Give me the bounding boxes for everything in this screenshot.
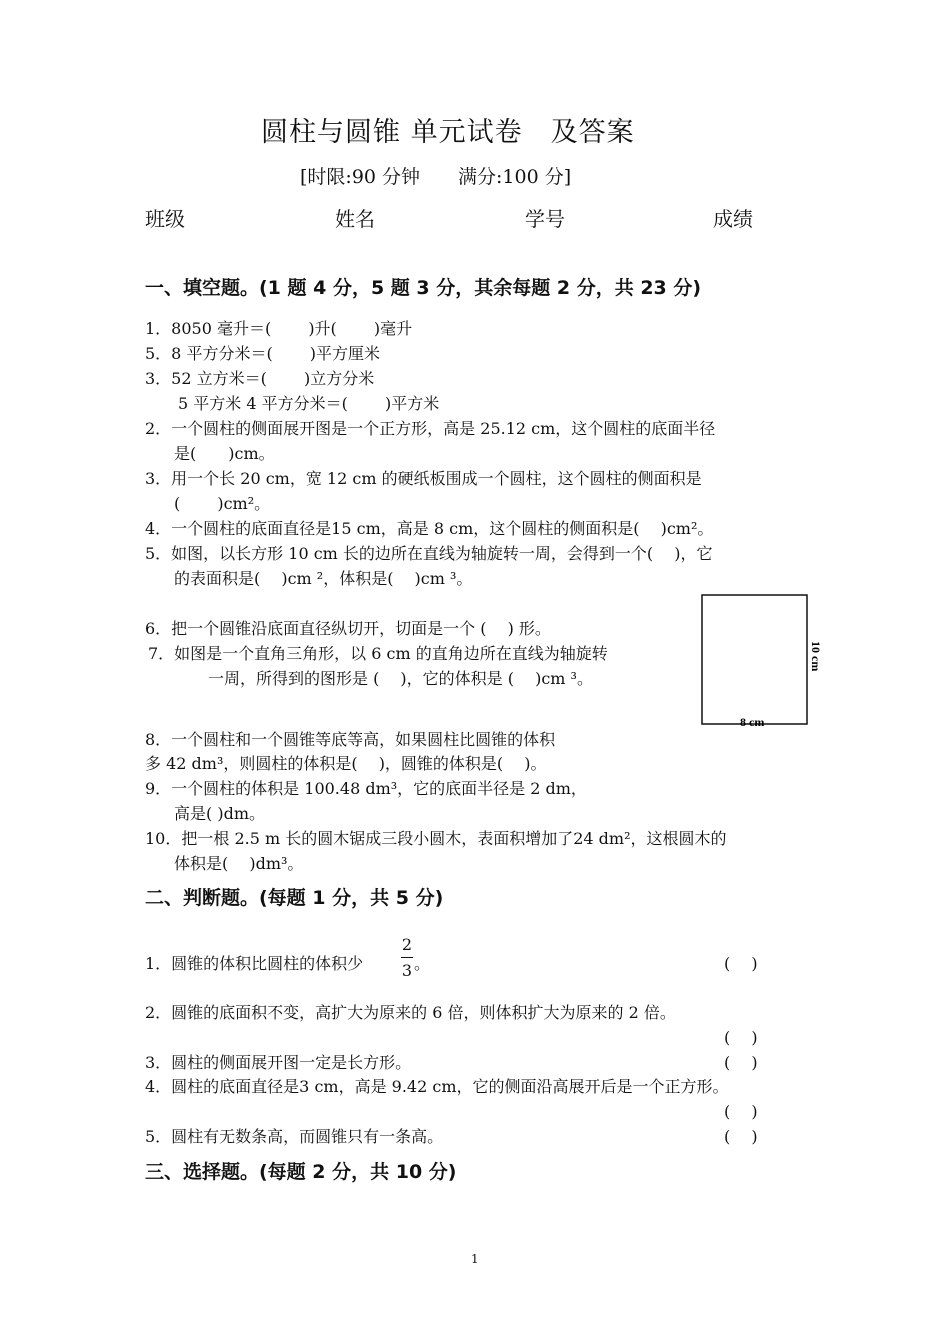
question-line: 多 42 dm³，则圆柱的体积是( )，圆锥的体积是( )。: [145, 754, 547, 773]
fraction-numerator: 2: [401, 935, 413, 954]
question-line: 10．把一根 2.5 m 长的圆木锯成三段小圆木，表面积增加了24 dm²，这根圆木的: [145, 829, 727, 848]
answer-paren: ( ): [724, 1127, 758, 1146]
fraction-denominator: 3: [401, 961, 413, 980]
question-line: 3．52 立方米＝( )立方分米: [145, 369, 375, 388]
judge-item-tail: 。: [414, 954, 431, 973]
question-line: 2．一个圆柱的侧面展开图是一个正方形，高是 25.12 cm，这个圆柱的底面半径: [145, 419, 716, 438]
question-line: 5 平方米 4 平方分米＝( )平方米: [178, 394, 440, 413]
rectangle-figure-svg: [700, 593, 823, 729]
rectangle-figure: [700, 593, 823, 732]
question-line: 8．一个圆柱和一个圆锥等底等高，如果圆柱比圆锥的体积: [145, 730, 556, 749]
question-line: ( )cm²。: [174, 494, 271, 513]
question-line: 体积是( )dm³。: [174, 854, 304, 873]
question-line: 高是( )dm。: [174, 804, 265, 823]
judge-item-4: 4．圆柱的底面直径是3 cm，高是 9.42 cm，它的侧面沿高展开后是一个正方形。: [145, 1077, 729, 1096]
question-line: 一周，所得到的图形是 ( )，它的体积是 ( )cm ³。: [208, 669, 593, 688]
answer-paren: ( ): [724, 1053, 758, 1072]
question-line: 的表面积是( )cm ²，体积是( )cm ³。: [174, 569, 473, 588]
field-student-id: 学号: [525, 207, 565, 231]
fraction-bar: [401, 957, 413, 958]
question-line: 是( )cm。: [174, 444, 275, 463]
question-line: 1．8050 毫升＝( )升( )毫升: [145, 319, 413, 338]
question-line: 5．8 平方分米＝( )平方厘米: [145, 344, 381, 363]
question-line: 3．用一个长 20 cm，宽 12 cm 的硬纸板围成一个圆柱，这个圆柱的侧面积是: [145, 469, 702, 488]
page-number: 1: [471, 1252, 479, 1266]
answer-paren: ( ): [724, 1102, 758, 1121]
section-heading-multiple-choice: 三、选择题。(每题 2 分，共 10 分): [145, 1161, 457, 1183]
field-name: 姓名: [335, 207, 375, 231]
field-class: 班级: [145, 207, 185, 231]
answer-paren: ( ): [724, 954, 758, 973]
time-limit: [时限:90 分钟 满分:100 分]: [300, 166, 572, 188]
question-line: 7．如图是一个直角三角形，以 6 cm 的直角边所在直线为轴旋转: [148, 644, 608, 663]
section-heading-fill-in: 一、填空题。(1 题 4 分，5 题 3 分，其余每题 2 分，共 23 分): [145, 277, 702, 299]
width-label: 8 cm: [740, 715, 765, 729]
judge-item-3: 3．圆柱的侧面展开图一定是长方形。: [145, 1053, 412, 1072]
field-score: 成绩: [713, 207, 753, 231]
section-heading-true-false: 二、判断题。(每题 1 分，共 5 分): [145, 887, 444, 909]
page-title: 圆柱与圆锥 单元试卷 及答案: [261, 117, 635, 148]
judge-item-text: 1．圆锥的体积比圆柱的体积少: [145, 954, 364, 973]
judge-item-2: 2．圆锥的底面积不变，高扩大为原来的 6 倍，则体积扩大为原来的 2 倍。: [145, 1003, 676, 1022]
question-line: 4．一个圆柱的底面直径是15 cm，高是 8 cm，这个圆柱的侧面积是( )cm²。: [145, 519, 714, 538]
height-label: 10 cm: [809, 641, 823, 672]
answer-paren: ( ): [724, 1028, 758, 1047]
judge-item-5: 5．圆柱有无数条高，而圆锥只有一条高。: [145, 1127, 444, 1146]
question-line: 9．一个圆柱的体积是 100.48 dm³，它的底面半径是 2 dm，: [145, 779, 587, 798]
question-line: 5．如图，以长方形 10 cm 长的边所在直线为轴旋转一周，会得到一个( )，它: [145, 544, 713, 563]
rectangle-outline: [702, 595, 807, 724]
judge-item-1: [145, 951, 363, 974]
question-line: 6．把一个圆锥沿底面直径纵切开，切面是一个 ( ) 形。: [145, 619, 551, 638]
